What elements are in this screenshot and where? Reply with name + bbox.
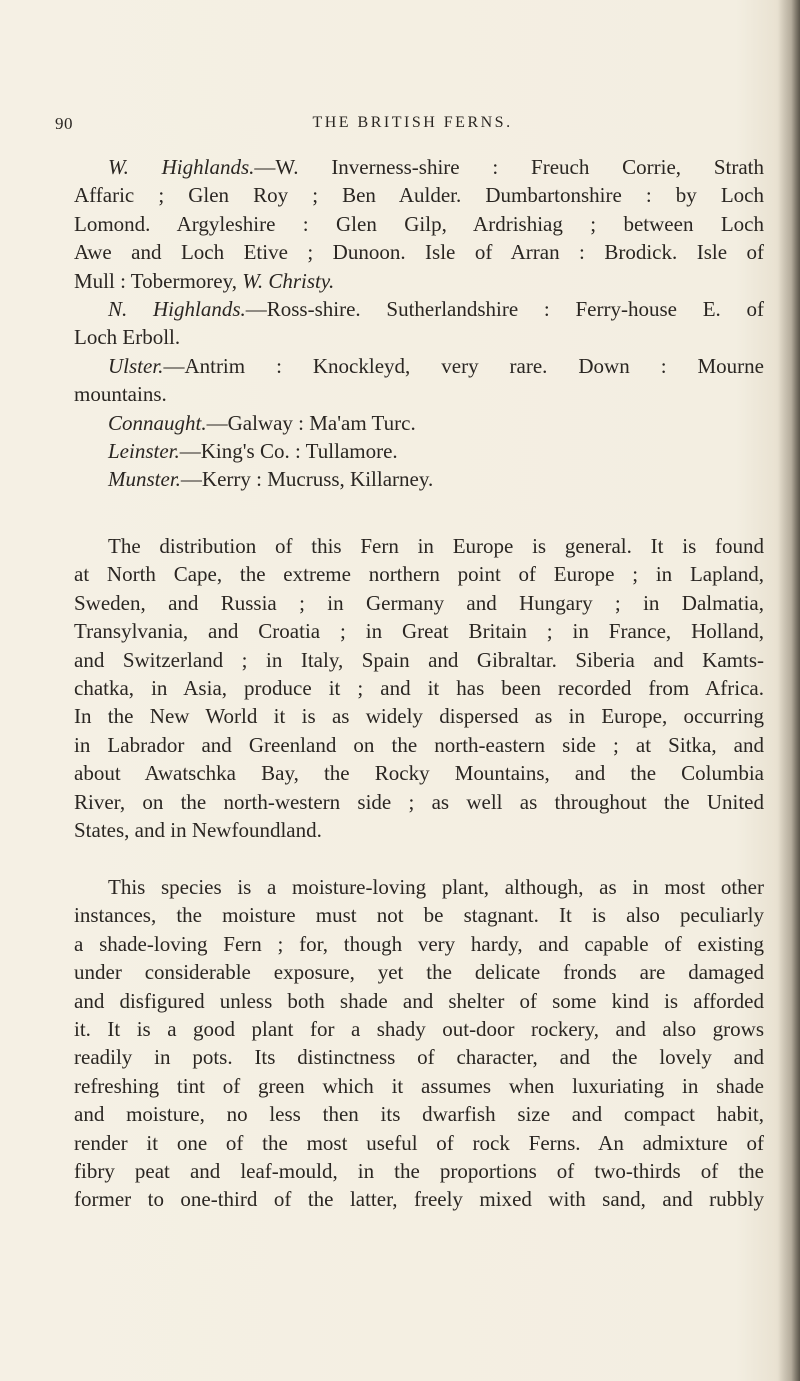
locality-text: Affaric ; Glen Roy ; Ben Aulder. Dumbartonshire : by Loch bbox=[74, 183, 764, 208]
locality-text: Loch Erboll. bbox=[74, 325, 181, 350]
locality-line bbox=[74, 238, 764, 266]
locality-line bbox=[74, 181, 764, 209]
locality-text: Awe and Loch Etive ; Dunoon. Isle of Arran : Brodick. Isle of bbox=[74, 240, 764, 265]
paragraph-line: fibry peat and leaf-mould, in the proportions of two-thirds of the bbox=[74, 1159, 764, 1184]
locality-line bbox=[74, 437, 764, 465]
paragraph-line: under considerable exposure, yet the delicate fronds are damaged bbox=[74, 960, 764, 985]
distribution-paragraph bbox=[74, 532, 764, 844]
locality-text: —King's Co. : Tullamore. bbox=[179, 439, 398, 464]
paragraph-line: former to one-third of the latter, freely mixed with sand, and rubbly bbox=[74, 1187, 764, 1212]
running-head bbox=[55, 114, 770, 140]
locality-region: N. Highlands. bbox=[108, 297, 246, 322]
locality-text: —Galway : Ma'am Turc. bbox=[206, 410, 416, 435]
paragraph-line: and disfigured unless both shade and shelter of some kind is afforded bbox=[74, 988, 764, 1013]
paragraph-line: it. It is a good plant for a shady out-door rockery, and also grows bbox=[74, 1017, 764, 1042]
locality-text: —Antrim : Knockleyd, very rare. Down : Mourne bbox=[163, 353, 764, 378]
paragraph-line: a shade-loving Fern ; for, though very hardy, and capable of existing bbox=[74, 931, 764, 956]
paragraph-line: The distribution of this Fern in Europe is general. It is found bbox=[108, 534, 764, 558]
locality-region: Munster. bbox=[108, 467, 181, 492]
locality-line bbox=[74, 465, 764, 493]
locality-text: —Ross-shire. Sutherlandshire : Ferry-house E. of bbox=[245, 297, 764, 322]
locality-text: mountains. bbox=[74, 382, 167, 407]
paragraph-line: Transylvania, and Croatia ; in Great Britain ; in France, Holland, bbox=[74, 619, 764, 644]
paragraph-line: in Labrador and Greenland on the north-eastern side ; at Sitka, and bbox=[74, 732, 764, 757]
culture-paragraph bbox=[74, 873, 764, 1214]
paragraph-line: readily in pots. Its distinctness of character, and the lovely and bbox=[74, 1045, 764, 1070]
locality-region: Connaught. bbox=[108, 410, 207, 435]
locality-line bbox=[74, 210, 764, 238]
paragraph-line: chatka, in Asia, produce it ; and it has been recorded from Africa. bbox=[74, 676, 764, 701]
paragraph-line: about Awatschka Bay, the Rocky Mountains, and the Columbia bbox=[74, 761, 764, 786]
paragraph-line: Sweden, and Russia ; in Germany and Hungary ; in Dalmatia, bbox=[74, 590, 764, 615]
paragraph-line: and moisture, no less then its dwarfish size and compact habit, bbox=[74, 1102, 764, 1127]
locality-region: W. Christy. bbox=[242, 268, 335, 293]
paragraph-line: States, and in Newfoundland. bbox=[74, 818, 322, 843]
locality-line bbox=[74, 352, 764, 380]
paragraph-line: and Switzerland ; in Italy, Spain and Gibraltar. Siberia and Kamts- bbox=[74, 647, 764, 672]
locality-line bbox=[74, 153, 764, 181]
locality-line bbox=[74, 295, 764, 323]
locality-text: —Kerry : Mucruss, Killarney. bbox=[180, 467, 434, 492]
locality-line bbox=[74, 267, 764, 295]
locality-region: Leinster. bbox=[108, 439, 180, 464]
locality-line bbox=[74, 409, 764, 437]
paragraph-line: In the New World it is as widely dispersed as in Europe, occurring bbox=[74, 704, 764, 729]
paragraph-line: River, on the north-western side ; as well as throughout the United bbox=[74, 789, 764, 814]
locality-text: Lomond. Argyleshire : Glen Gilp, Ardrishiag ; between Loch bbox=[74, 211, 764, 236]
paragraph-line: refreshing tint of green which it assumes when luxuriating in shade bbox=[74, 1073, 764, 1098]
locality-list bbox=[74, 153, 764, 494]
paragraph-line: instances, the moisture must not be stagnant. It is also peculiarly bbox=[74, 903, 764, 928]
paragraph-line: render it one of the most useful of rock Ferns. An admixture of bbox=[74, 1130, 764, 1155]
locality-region: W. Highlands. bbox=[108, 155, 255, 179]
locality-text: —W. Inverness-shire : Freuch Corrie, Strath bbox=[254, 155, 764, 179]
paragraph-line: This species is a moisture-loving plant, although, as in most other bbox=[108, 875, 764, 899]
paragraph-line: at North Cape, the extreme northern point of Europe ; in Lapland, bbox=[74, 562, 764, 587]
locality-text: Mull : Tobermorey, bbox=[74, 268, 243, 293]
running-title: THE BRITISH FERNS. bbox=[312, 114, 513, 131]
page-gutter-shadow bbox=[778, 0, 800, 1381]
locality-line bbox=[74, 323, 764, 351]
page-number: 90 bbox=[55, 114, 73, 133]
locality-region: Ulster. bbox=[108, 353, 164, 378]
locality-line bbox=[74, 380, 764, 408]
